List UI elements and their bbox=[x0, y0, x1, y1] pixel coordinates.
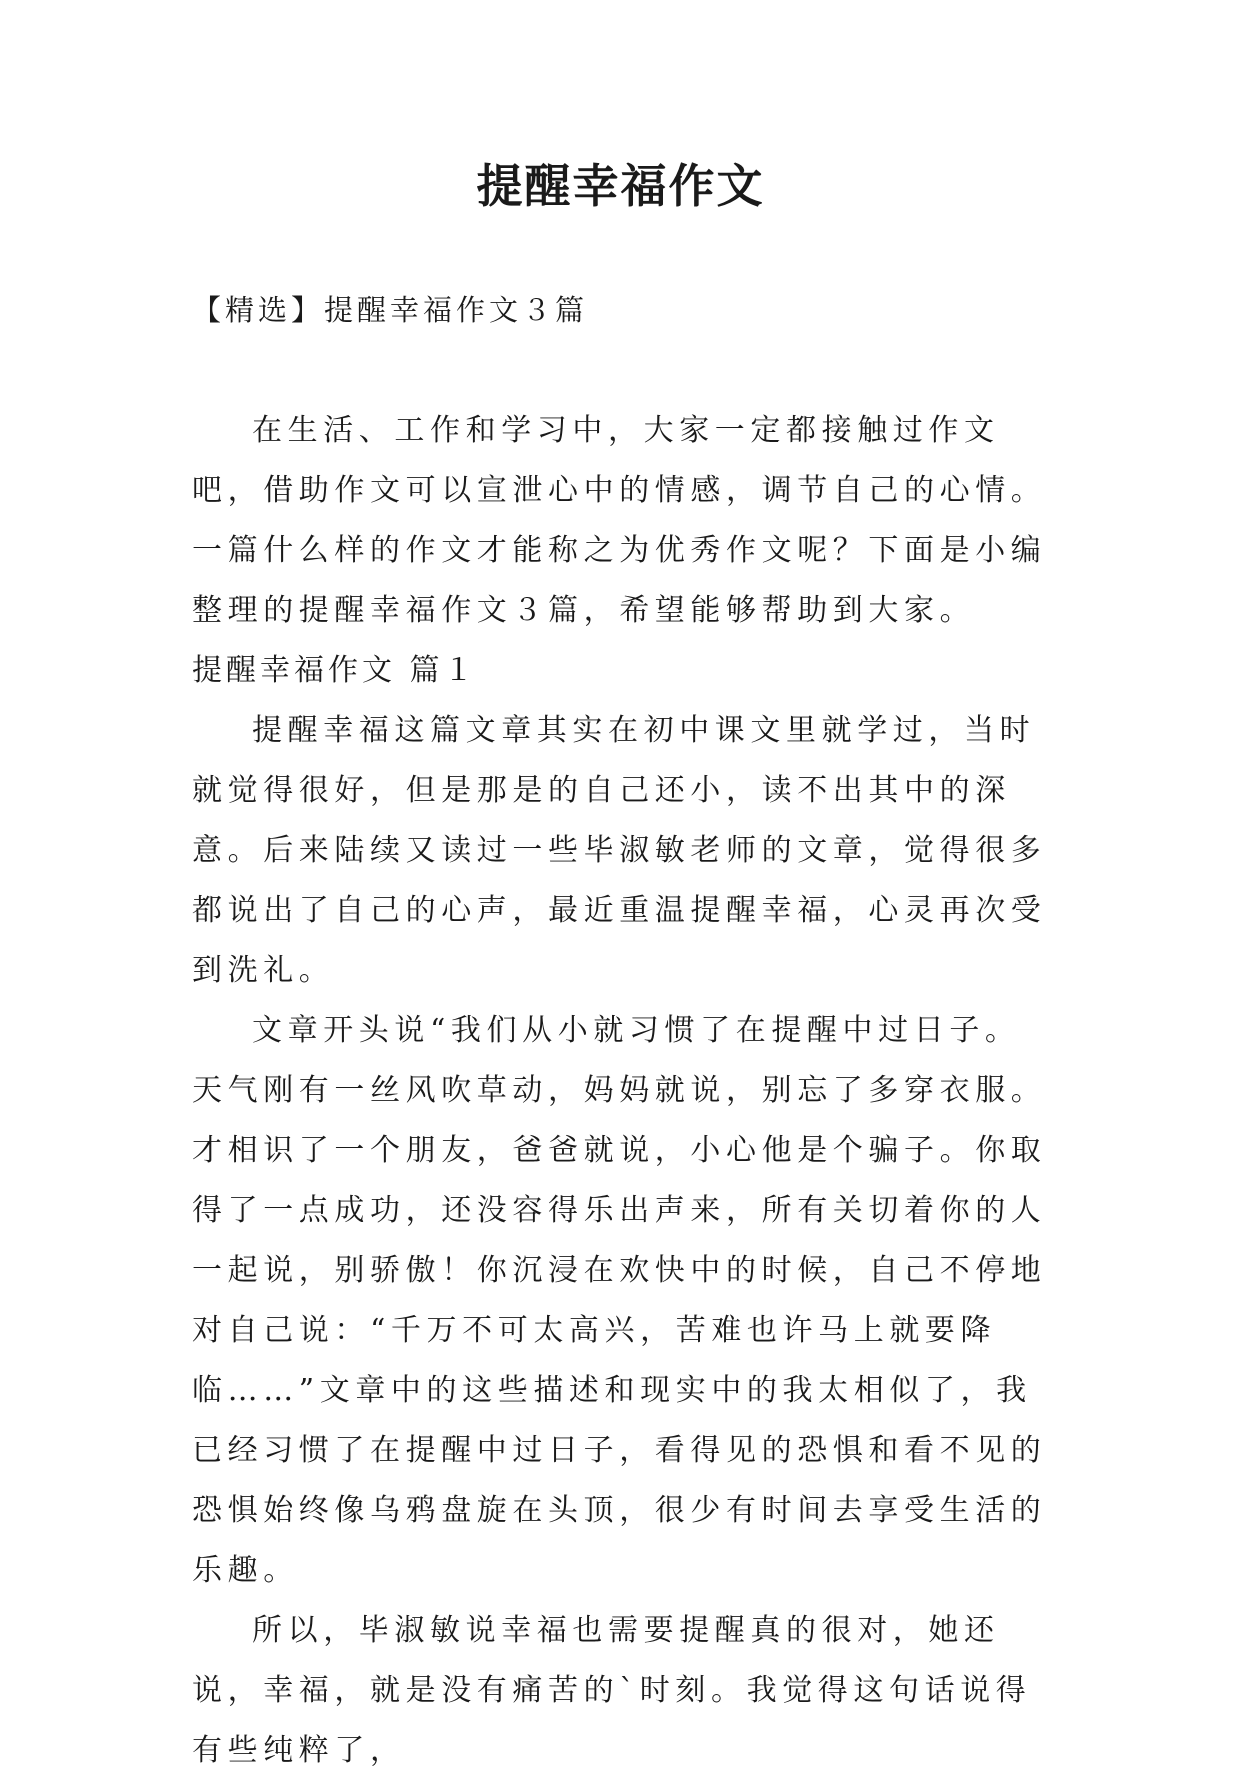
body-paragraph-3: 所以，毕淑敏说幸福也需要提醒真的很对，她还说，幸福，就是没有痛苦的`时刻。我觉得这句话说得有些纯粹了， bbox=[192, 1613, 1032, 1768]
body-paragraph-2: 文章开头说“我们从小就习惯了在提醒中过日子。天气刚有一丝风吹草动，妈妈就说，别忘了多穿衣服。才相识了一个朋友，爸爸就说，小心他是个骗子。你取得了一点成功，还没容得乐出声来，所有关切着你的人一起说，别骄傲！你沉浸在欢快中的时候，自己不停地对自己说：“千万不可太高兴，苦难也许马上就要降临……”文章中的这些描述和现实中的我太相似了，我已经习惯了在提醒中过日子，看得见的恐惧和看不见的恐惧始终像乌鸦盘旋在头顶，很少有时间去享受生活的乐趣。 bbox=[192, 1013, 1047, 1588]
section-heading: 提醒幸福作文 篇１ bbox=[192, 653, 478, 688]
document-body bbox=[192, 401, 1052, 1781]
document-subtitle: 【精选】提醒幸福作文３篇 bbox=[192, 293, 589, 327]
document-title: 提醒幸福作文 bbox=[476, 159, 765, 213]
intro-paragraph: 在生活、工作和学习中，大家一定都接触过作文吧，借助作文可以宣泄心中的情感，调节自己的心情。一篇什么样的作文才能称之为优秀作文呢？下面是小编整理的提醒幸福作文３篇，希望能够帮助到大家。 bbox=[192, 413, 1047, 628]
body-paragraph-1: 提醒幸福这篇文章其实在初中课文里就学过，当时就觉得很好，但是那是的自己还小，读不出其中的深意。后来陆续又读过一些毕淑敏老师的文章，觉得很多都说出了自己的心声，最近重温提醒幸福，心灵再次受到洗礼。 bbox=[192, 713, 1047, 988]
